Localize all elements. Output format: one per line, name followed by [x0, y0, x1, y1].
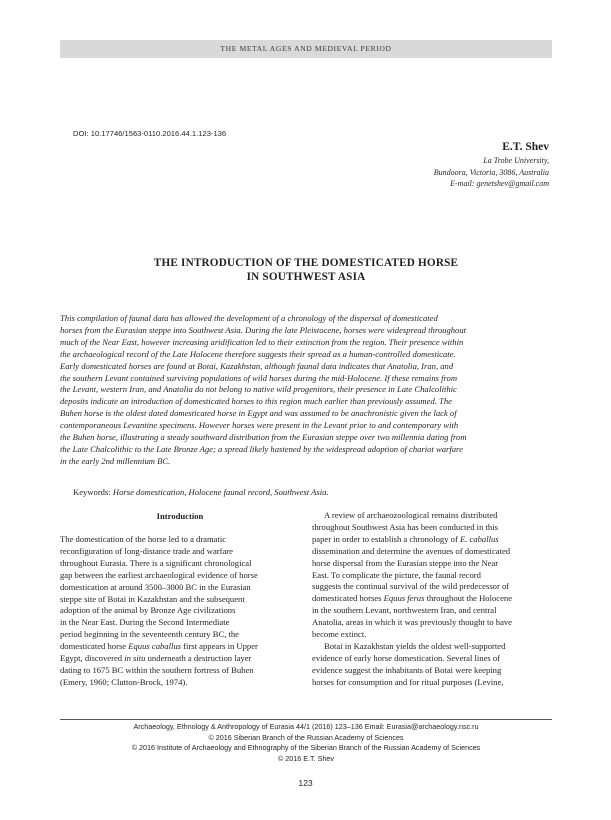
abstract-line: much of the Near East, however increasing aridification led to their extinction from the region. Their presence within [60, 336, 464, 347]
abstract [60, 313, 552, 468]
author-name: E.T. Shev [502, 141, 549, 153]
body-line [312, 593, 552, 605]
body-line: Anatolia, areas in which it was previously thought to have [312, 617, 512, 628]
body-line: dissemination and determine the avenues of domesticated [312, 545, 511, 556]
abstract-line: the southern Levant contained surviving populations of wild horses during the mid-Holocene. If these remains from [60, 372, 458, 383]
footer-copyright-line: © 2016 Institute of Archaeology and Ethnography of the Siberian Branch of the Russian Academy of Sciences [131, 743, 481, 753]
body-line: evidence suggest the inhabitants of Botai were keeping [312, 664, 502, 675]
body-line: domestication at around 3500–3000 BC in the Eurasian [60, 581, 251, 592]
footer-divider [60, 719, 552, 720]
affiliation-email: E-mail: genetshev@gmail.com [450, 179, 549, 188]
body-line: adoption of the animal by Bronze Age civilizations [60, 605, 236, 616]
body-line: throughout Eurasia. There is a significant chronological [60, 557, 252, 568]
body-line: The domestication of the horse led to a dramatic [60, 534, 227, 544]
doi: DOI: 10.17746/1563-0110.2016.44.1.123-136 [73, 129, 227, 138]
body-line: in the southern Levant, northwestern Iran, and central [312, 605, 497, 616]
body-line: dating to 1675 BC within the southern fortress of Buhen [60, 664, 254, 675]
section-header: THE METAL AGES AND MEDIEVAL PERIOD [60, 40, 552, 58]
body-line: become extinct. [312, 629, 367, 640]
section-heading-introduction: Introduction [156, 511, 204, 521]
keywords-terms: Horse domestication, Holocene faunal record, Southwest Asia. [112, 487, 329, 497]
abstract-line: Buhen horse is the oldest dated domesticated horse in Egypt and was assumed to be anachronistic given the lack of [60, 408, 457, 419]
body-line: East. To complicate the picture, the faunal record [312, 569, 481, 580]
body-text: underneath a destruction layer [145, 653, 252, 664]
body-line: horses for consumption and for ritual purposes (Levine, [312, 676, 504, 687]
footer-copyright-line: © 2016 Siberian Branch of the Russian Academy of Sciences [208, 732, 404, 742]
body-text: domesticated horses [312, 593, 384, 604]
abstract-line: the Buhen horse, illustrating a steady southward distribution from the Eurasian steppe over two millennia dating from [60, 432, 467, 443]
abstract-line: This compilation of faunal data has allowed the development of a chronology of the dispersal of domesticated [60, 313, 438, 323]
species-name: E. caballus [459, 533, 499, 544]
keywords [73, 486, 329, 498]
footer-journal-line: Archaeology, Ethnology & Anthropology of Eurasia 44/1 (2016) 123–136 Email: Eurasia@archaeology.nsc.ru [133, 722, 479, 731]
affiliation-address: Bundoora, Victoria, 3086, Australia [433, 167, 549, 177]
species-name: Equus caballus [128, 641, 182, 652]
body-line: gap between the earliest archaeological evidence of horse [60, 569, 258, 580]
body-line: Botai in Kazakhstan yields the oldest well-supported [324, 640, 506, 651]
body-text: throughout the Holocene [424, 593, 513, 604]
body-line: evidence of early horse domestication. Several lines of [312, 652, 501, 663]
author-block [434, 140, 549, 190]
abstract-line: deposits indicate an introduction of domesticated horses to this region much earlier than previously assumed. The [60, 396, 452, 407]
abstract-line: the Levant, western Iran, and Anatolia do not belong to native wild progenitors, their presence in Late Chalcolithic [60, 384, 457, 395]
abstract-line: horses from the Eurasian steppe into Southwest Asia. During the late Pleistocene, horses were widespread throughout [60, 324, 467, 335]
body-text: paper in order to establish a chronology of [312, 533, 460, 544]
body-text: Egypt, discovered [60, 653, 125, 664]
body-line: A review of archaeozoological remains distributed [324, 510, 498, 520]
body-line: horse dispersal from the Eurasian steppe into the Near [312, 557, 499, 568]
footer-copyright-line: © 2016 E.T. Shev [277, 753, 335, 763]
body-line: steppe site of Botai in Kazakhstan and the subsequent [60, 593, 245, 604]
right-column [312, 510, 552, 689]
article-title [60, 256, 552, 284]
body-line: in the Near East. During the Second Intermediate [60, 617, 230, 628]
latin-term: in situ [124, 653, 146, 664]
body-line: throughout Southwest Asia has been conducted in this [312, 521, 498, 532]
abstract-line: the Late Chalcolithic to the Late Bronze Age; a spread likely hastened by the widespread adoption of chariot warfare [60, 443, 463, 454]
abstract-line: the archaeological record of the Late Holocene therefore suggests their spread as a human-controlled domesticate. [60, 348, 456, 359]
body-line: period beginning in the seventeenth century BC, the [60, 629, 239, 640]
body-line: suggests the continual survival of the wild predecessor of [312, 581, 510, 592]
page-number: 123 [298, 778, 313, 788]
body-text: first appears in Upper [181, 641, 258, 652]
abstract-line: in the early 2nd millennium BC. [60, 455, 171, 466]
species-name: Equus ferus [383, 593, 425, 604]
body-line: (Emery, 1960; Clutton-Brock, 1974). [60, 676, 188, 687]
body-line [60, 641, 300, 653]
abstract-line: contemporaneous Levantine specimens. However horses were present in the Levant prior to and contemporary with [60, 420, 459, 431]
abstract-line: Early domesticated horses are found at Botai, Kazakhstan, although faunal data indicates that Anatolia, Iran, and [60, 360, 454, 371]
body-text: domesticated horse [60, 641, 129, 652]
body-line [312, 534, 552, 546]
keywords-label: Keywords: [73, 487, 111, 497]
body-line [60, 653, 300, 665]
title-line: IN SOUTHWEST ASIA [246, 271, 366, 283]
left-column [60, 510, 300, 689]
title-line: THE INTRODUCTION OF THE DOMESTICATED HORSE [153, 257, 459, 269]
affiliation-university: La Trobe University, [483, 156, 549, 165]
footer [60, 722, 552, 764]
body-line: reconfiguration of long-distance trade and warfare [60, 545, 233, 556]
